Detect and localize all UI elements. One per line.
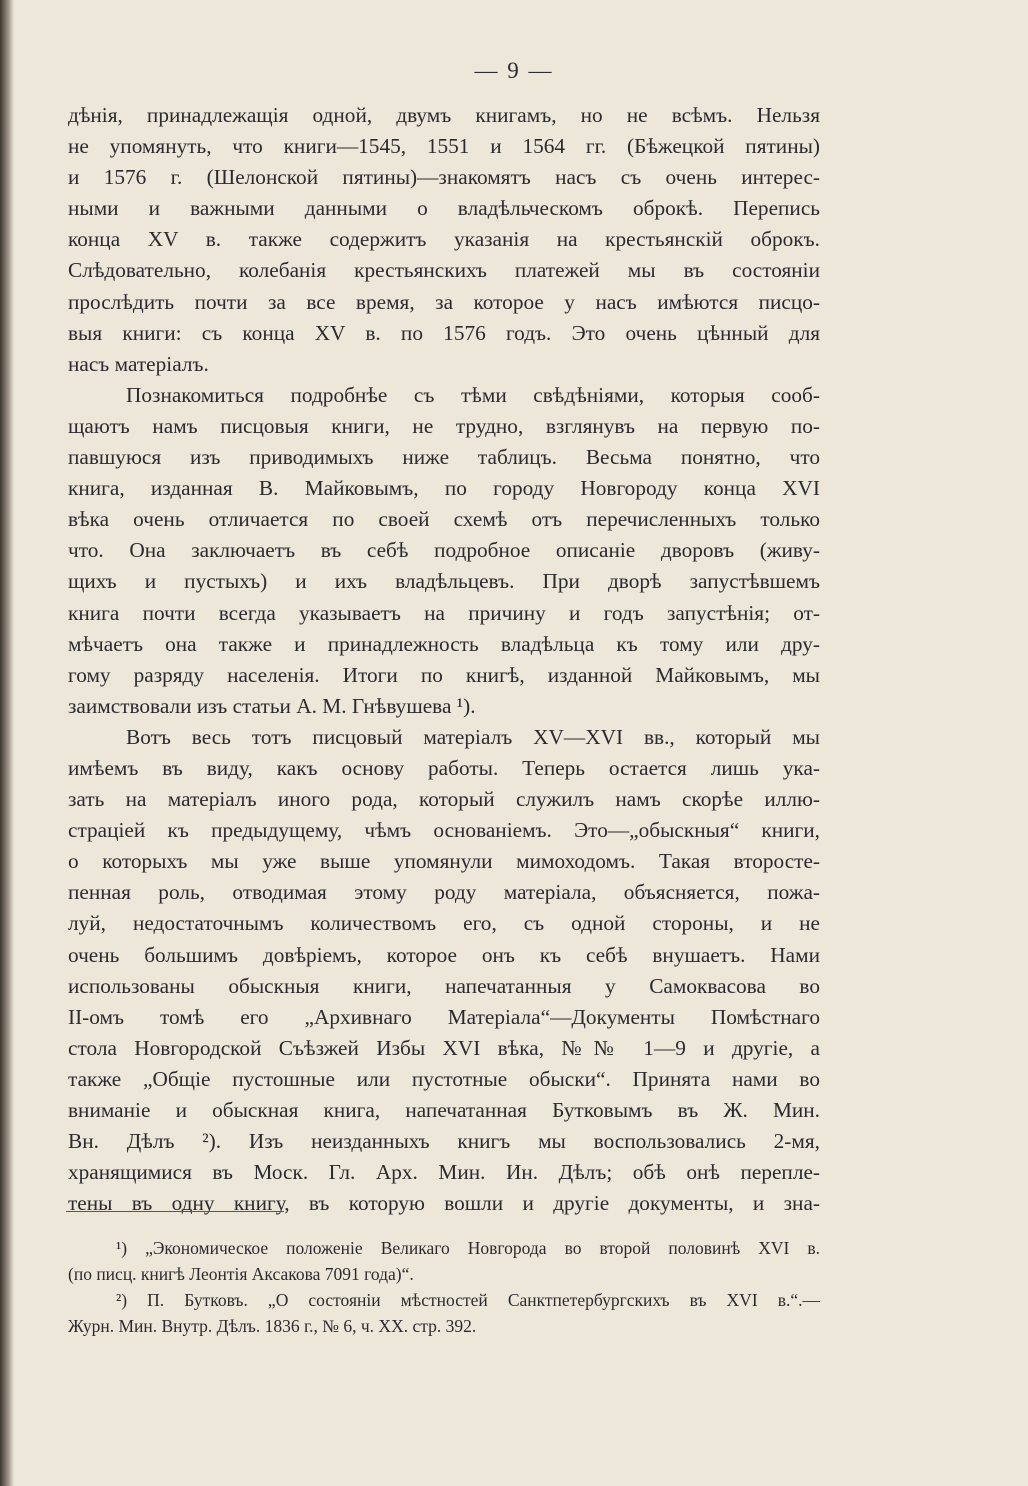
text-line: также „Общіе пустошные или пустотные обыски“. Принята нами во [68, 1066, 820, 1091]
text-line: о которыхъ мы уже выше упомянули мимоходомъ. Такая второсте- [68, 849, 820, 874]
footnote-line: ¹) „Экономическое положеніе Великаго Новгорода во второй половинѣ XVI в. [116, 1238, 820, 1258]
text-line: зать на матеріалъ иного рода, который служилъ намъ скорѣе иллю- [68, 787, 820, 812]
text-line: павшуюся изъ приводимыхъ ниже таблицъ. Весьма понятно, что [68, 445, 820, 470]
text-line: II-омъ томѣ его „Архивнаго Матеріала“—Документы Помѣстнаго [68, 1004, 820, 1029]
footnotes [68, 1235, 820, 1339]
text-line: прослѣдить почти за все время, за которое у насъ имѣются писцо- [68, 289, 820, 314]
text-line: Познакомиться подробнѣе съ тѣми свѣдѣніями, которыя сооб- [126, 382, 820, 407]
text-line: и 1576 г. (Шелонской пятины)—знакомятъ насъ съ очень интерес- [68, 165, 820, 190]
text-line: пенная роль, отводимая этому роду матеріала, объясняется, пожа- [68, 880, 820, 905]
text-line: что. Она заключаетъ въ себѣ подробное описаніе дворовъ (живу- [68, 538, 820, 563]
text-line: дѣнія, принадлежащія одной, двумъ книгамъ, но не всѣмъ. Нельзя [68, 103, 820, 127]
text-line: тены въ одну книгу, въ которую вошли и другіе документы, и зна- [68, 1191, 820, 1216]
text-line: Вотъ весь тотъ писцовый матеріалъ XV—XVI вв., который мы [126, 724, 820, 749]
text-line: страціей къ предыдущему, чѣмъ основаніемъ. Это—„обыскныя“ книги, [68, 818, 820, 843]
text-line: очень большимъ довѣріемъ, которое онъ къ себѣ внушаетъ. Нами [68, 942, 820, 967]
text-line: вниманіе и обыскная книга, напечатанная Бутковымъ въ Ж. Мин. [68, 1098, 820, 1122]
text-line: стола Новгородской Съѣзжей Избы XVI вѣка, №№ 1—9 и другіе, а [68, 1035, 820, 1060]
text-line: заимствовали изъ статьи А. М. Гнѣвушева ¹). [68, 693, 476, 718]
book-spine-shadow [0, 0, 14, 1486]
text-line: конца XV в. также содержитъ указанія на крестьянскій оброкъ. [68, 227, 820, 252]
text-line: мѣчаетъ она также и принадлежность владѣльца къ тому или дру- [68, 631, 820, 656]
footnote-line: Журн. Мин. Внутр. Дѣлъ. 1836 г., № 6, ч. XX. стр. 392. [68, 1316, 477, 1336]
footnote-line: (по писц. книгѣ Леонтія Аксакова 7091 года)“. [68, 1264, 414, 1284]
footnote-separator [66, 1211, 284, 1213]
text-line: книга почти всегда указываетъ на причину и годъ запустѣнія; от- [68, 600, 820, 625]
page-number: — 9 — [474, 58, 554, 83]
text-line: ными и важными данными о владѣльческомъ оброкѣ. Перепись [68, 196, 820, 221]
text-line: хранящимися въ Моск. Гл. Арх. Мин. Ин. Дѣлъ; обѣ онѣ перепле- [68, 1160, 820, 1185]
text-line: луй, недостаточнымъ количествомъ его, съ одной стороны, и не [68, 911, 820, 936]
text-line: использованы обыскныя книги, напечатанныя у Самоквасова во [68, 973, 820, 998]
text-line: книга, изданная В. Майковымъ, по городу Новгороду конца XVI [68, 476, 820, 501]
text-line: гому разряду населенія. Итоги по книгѣ, изданной Майковымъ, мы [68, 662, 820, 687]
text-line: выя книги: съ конца XV в. по 1576 годъ. Это очень цѣнный для [68, 320, 820, 345]
text-line: насъ матеріалъ. [68, 351, 209, 376]
text-line: щихъ и пустыхъ) и ихъ владѣльцевъ. При дворѣ запустѣвшемъ [68, 569, 820, 594]
text-line: щаютъ намъ писцовыя книги, не трудно, взглянувъ на первую по- [68, 413, 820, 438]
text-line: вѣка очень отличается по своей схемѣ отъ перечисленныхъ только [68, 507, 820, 532]
footnote-line: ²) П. Бутковъ. „О состояніи мѣстностей Санктпетербургскихъ въ XVI в.“.— [116, 1290, 820, 1310]
text-line: Вн. Дѣлъ ²). Изъ неизданныхъ книгъ мы воспользовались 2-мя, [68, 1129, 820, 1154]
main-text [68, 100, 820, 1219]
text-line: не упомянуть, что книги—1545, 1551 и 1564 гг. (Бѣжецкой пятины) [68, 134, 820, 159]
text-line: имѣемъ въ виду, какъ основу работы. Теперь остается лишь ука- [68, 755, 820, 780]
text-line: Слѣдовательно, колебанія крестьянскихъ платежей мы въ состояніи [68, 258, 820, 283]
